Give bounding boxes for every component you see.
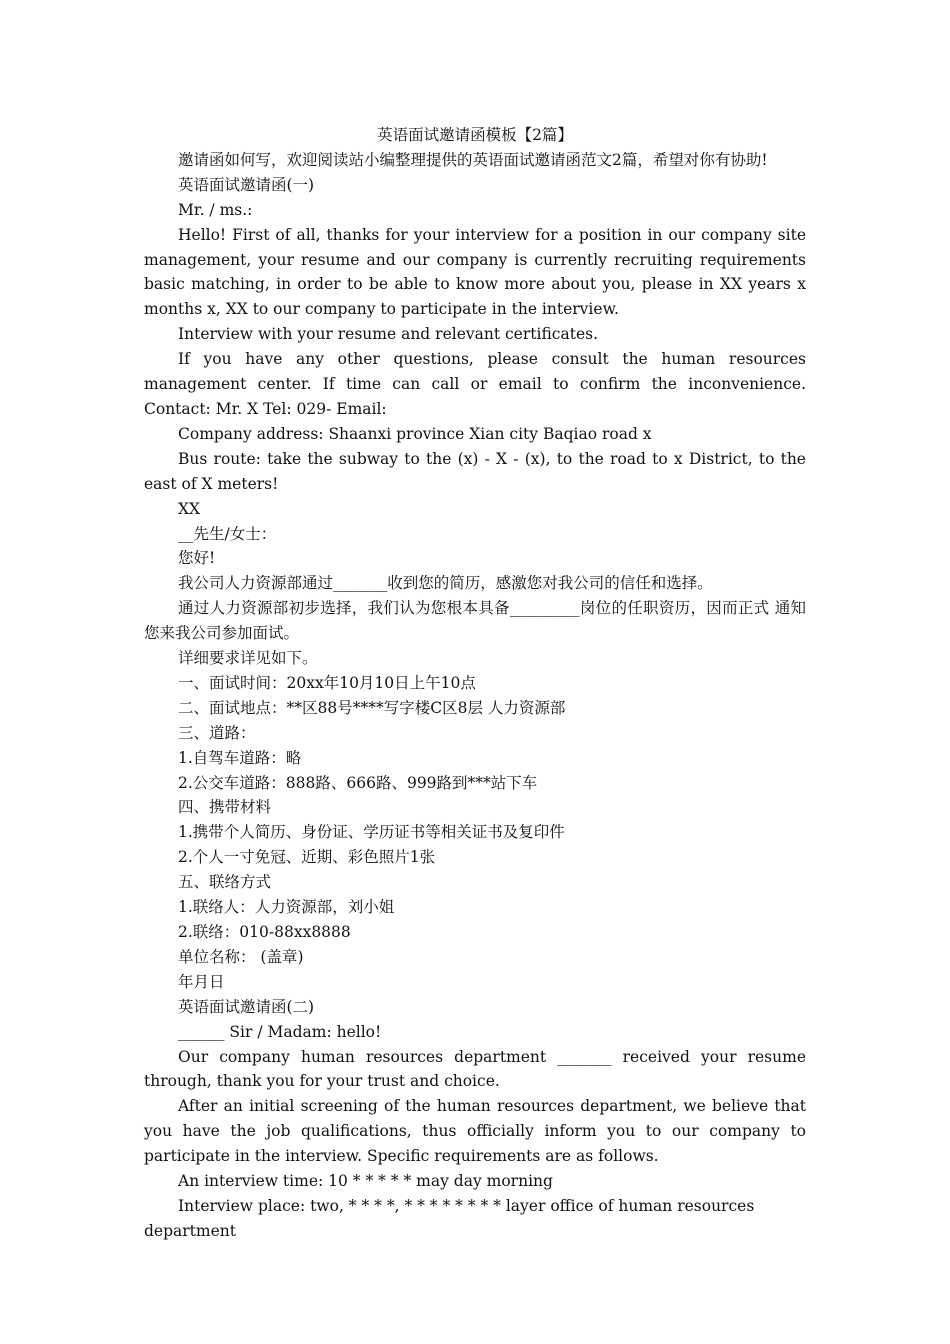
greeting-cn: 您好! [178,549,216,568]
body-paragraph: After an initial screening of the human resources department, we believe that you have the job qualifications, thus officially inform you to our company to participate in the interview. Specific requirements are as follows. [144,1097,806,1166]
section-heading-2: 英语面试邀请函(二) [178,997,315,1016]
signature: XX [178,499,201,518]
body-paragraph: If you have any other questions, please consult the human resources management center. If time can call or email to confirm the inconvenience. Contact: Mr. X Tel: 029- Email: [144,350,806,418]
salutation-1: Mr. / ms.: [178,200,253,219]
body-paragraph: Interview with your resume and relevant certificates. [178,325,598,344]
section-heading-1: 英语面试邀请函(一) [178,175,315,194]
list-item: 2.公交车道路：888路、666路、999路到***站下车 [178,773,538,792]
body-paragraph: Our company human resources department _______ received your resume through, thank you for your trust and choice. [144,1047,806,1091]
bus-route: Bus route: take the subway to the (x) - X - (x), to the road to x District, to the east of X meters! [144,449,806,493]
salutation-cn: __先生/女士： [178,524,277,543]
body-paragraph: Hello! First of all, thanks for your interview for a position in our company site management, your resume and our company is currently recruiting requirements basic matching, in order to be able to know more about you, please in XX years x months x, XX to our company to participate in the interview. [144,225,806,319]
intro-paragraph: 邀请函如何写，欢迎阅读站小编整理提供的英语面试邀请函范文2篇，希望对你有协助! [178,150,768,169]
list-item: 2.联络：010-88xx8888 [178,923,351,941]
date-line: 年月日 [178,972,225,991]
body-paragraph: 通过人力资源部初步选择，我们认为您根本具备_________岗位的任职资历，因而正式 通知您来我公司参加面试。 [144,599,806,643]
list-item: 2.个人一寸免冠、近期、彩色照片1张 [178,848,436,867]
list-item: 1.自驾车道路：略 [178,748,302,767]
list-item: 四、携带材料 [178,798,272,817]
list-item: 二、面试地点：**区88号****写字楼C区8层 人力资源部 [178,698,566,717]
list-item: 一、面试时间：20xx年10月10日上午10点 [178,673,476,692]
body-paragraph: Interview place: two, * * * *, * * * * * * * * layer office of human resources department [144,1196,755,1240]
list-item: 1.携带个人简历、身份证、学历证书等相关证书及复印件 [178,823,565,842]
company-address: Company address: Shaanxi province Xian city Baqiao road x [178,424,652,443]
document-page [144,123,806,1244]
body-paragraph: 详细要求详见如下。 [178,649,318,668]
document-title: 英语面试邀请函模板【2篇】 [377,126,573,144]
list-item: 三、道路： [178,723,256,742]
unit-name: 单位名称： (盖章) [178,947,304,966]
list-item: 五、联络方式 [178,873,272,892]
body-paragraph: 我公司人力资源部通过_______收到您的简历，感激您对我公司的信任和选择。 [178,574,713,593]
salutation-2: ______ Sir / Madam: hello! [178,1022,382,1041]
list-item: 1.联络人：人力资源部，刘小姐 [178,898,395,917]
body-paragraph: An interview time: 10 * * * * * may day morning [178,1172,553,1191]
